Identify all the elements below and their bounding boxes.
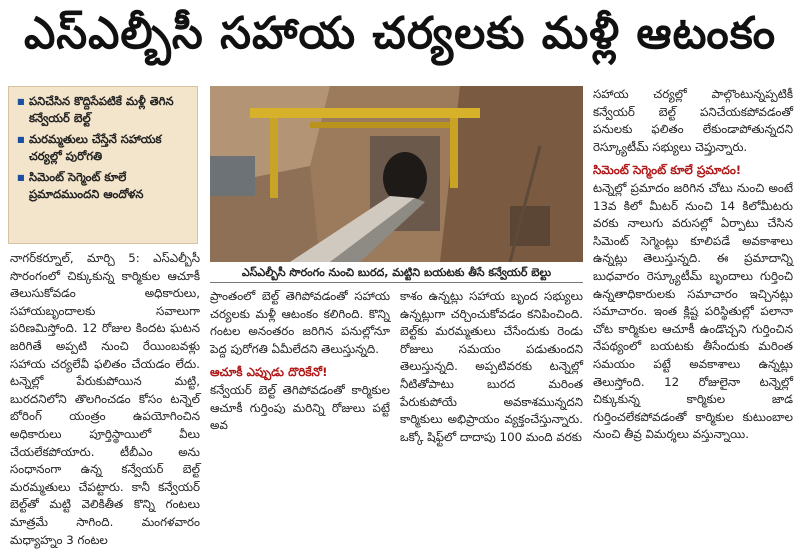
section-subheading: సిమెంట్ సెగ్మెంట్ కూలే ప్రమాదం! <box>593 163 742 178</box>
article-text: సహాయ చర్యల్లో పాల్గొంటున్నప్పటికీ కన్వేయర్ బెల్ట్ పనిచేయకపోవడంతో పనులకు ఫలితం లేకుండాపోతున్నదని రెస్క్యూటీమ్ సభ్యులు చెప్తున్నారు. <box>593 87 793 154</box>
photo-caption: ఎస్ఎల్బీసీ సొరంగం నుంచి బురద, మట్టిని బయటకు తీసే కన్వేయర్ బెల్టు <box>210 264 583 283</box>
article-text: నాగర్‌కర్నూల్, మార్చి 5: ఎస్ఎల్బీసీ సొరంగంలో చిక్కుకున్న కార్మికుల ఆచూకీ తెలుసుకోవడం అధికారులు, సహాయబృందాలకు సవాలుగా పరిణమిస్తోంది. 12 రోజుల కిందట ఘటన జరిగితే అప్పటి నుంచి రేయింబవళ్లు సహాయ చర్యలేవీ ఫలితం చేయడం లేదు. టన్నెల్లో పేరుకుపోయిన మట్టి, బురదనిలోని తొలగించడం కోసం టన్నెల్ బోరింగ్ యంత్రం ఉపయోగించిన అధికారులు పూర్తిస్థాయిలో వీలు చేయలేకపోయారు. టీబీఎం అను సంధానంగా ఉన్న కన్వేయర్ బెల్ట్ మరమ్మతులు చేపట్టారు. కానీ కన్వేయర్ బెల్ట్‌తో మట్టి వెలికితీత కొన్ని గంటలు మాత్రమే సాగింది. మంగళవారం మధ్యాహ్నం 3 గంటల <box>10 251 200 547</box>
article-text: కన్వేయర్ బెల్ట్ తెగిపోవడంతో కార్మికుల ఆచూకీ గుర్తింపు మరిన్ని రోజులు పట్టే అవ <box>210 382 390 433</box>
article-text: కాశం ఉన్నట్లు సహాయ బృంద సభ్యులు ఉన్నట్లుగా చర్చించుకోవడం కనిపించింది. బెల్ట్‌కు మరమ్మతులు చేసేందుకు రెండు రోజులు సమయం పడుతుందని తెలుస్తున్నది. అప్పటివరకు టన్నెల్లో నీటితోపాటు బురద మరింత పేరుకుపోయే అవకాశమున్నదని కార్మికులు అభిప్రాయం వ్యక్తంచేస్తున్నారు. ఒక్కో షిఫ్ట్‌లో దాదాపు 100 మంది వరకు <box>400 289 583 444</box>
article-column-2 <box>210 288 390 435</box>
tunnel-photo-illustration <box>210 86 583 262</box>
tunnel-photo <box>210 86 583 262</box>
article-text: టన్నెల్లో ప్రమాదం జరిగిన చోటు నుంచి అంటే 13వ కిలో మీటర్ నుంచి 14 కిలోమీటరు వరకు నాలుగు వరుసల్లో ఏర్పాటు చేసిన సిమెంట్ సెగ్మెంట్లు కూలిపడే అవకాశాలు ఉన్నట్లు తెలుస్తున్నది. ఈ ప్రమాదాన్ని బుధవారం రెస్క్యూటీమ్ బృందాలు గుర్తించి ఉన్నతాధికారులకు సమాచారం ఇచ్చినట్లు సమాచారం. ఇంత క్లిష్ట పరిస్థితుల్లో పలానా చోట కార్మికుల ఆచూకీ ఉండొచ్చని గుర్తించిన నేపథ్యంలో బయటకు తీసేందుకు మరింత సమయం పట్టే అవకాశాలు ఉన్నట్లు తెలుస్తోంది. 12 రోజులైనా టన్నెల్లో చిక్కుకున్న కార్మికుల జాడ గుర్తించలేకపోవడంతో కార్మికుల కుటుంబాల నుంచి తీవ్ర విమర్శలు వస్తున్నాయి. <box>593 180 793 442</box>
highlight-item: ■ సిమెంట్ సెగ్మెంట్ కూలే ప్రమాదముందని ఆందోళన <box>17 169 191 203</box>
highlights-box <box>8 86 198 244</box>
article-text: ప్రాంతంలో బెల్ట్ తెగిపోవడంతో సహాయ చర్యలకు మళ్లీ ఆటంకం కలిగింది. కొన్ని గంటల అనంతరం జరిగిన పనుల్లోనూ పెద్ద పురోగతి ఏమీలేదని తెలుస్తున్నది. <box>210 289 390 356</box>
highlight-item: ■ పనిచేసిన కొద్దిసేపటికే మళ్లీ తెగిన కన్వేయర్ బెల్ట్ <box>17 93 191 127</box>
headline: ఎస్ఎల్బీసీ సహాయ చర్యలకు మళ్లీ ఆటంకం <box>23 8 777 59</box>
section-subheading: ఆచూకీ ఎప్పుడు దొరికేనో! <box>210 365 328 380</box>
article-column-3 <box>400 288 583 446</box>
article-column-4 <box>593 86 793 444</box>
highlight-item: ■ మరమ్మతులు చేస్తేనే సహాయక చర్యల్లో పురోగతి <box>17 131 191 165</box>
article-column-1 <box>10 250 200 549</box>
